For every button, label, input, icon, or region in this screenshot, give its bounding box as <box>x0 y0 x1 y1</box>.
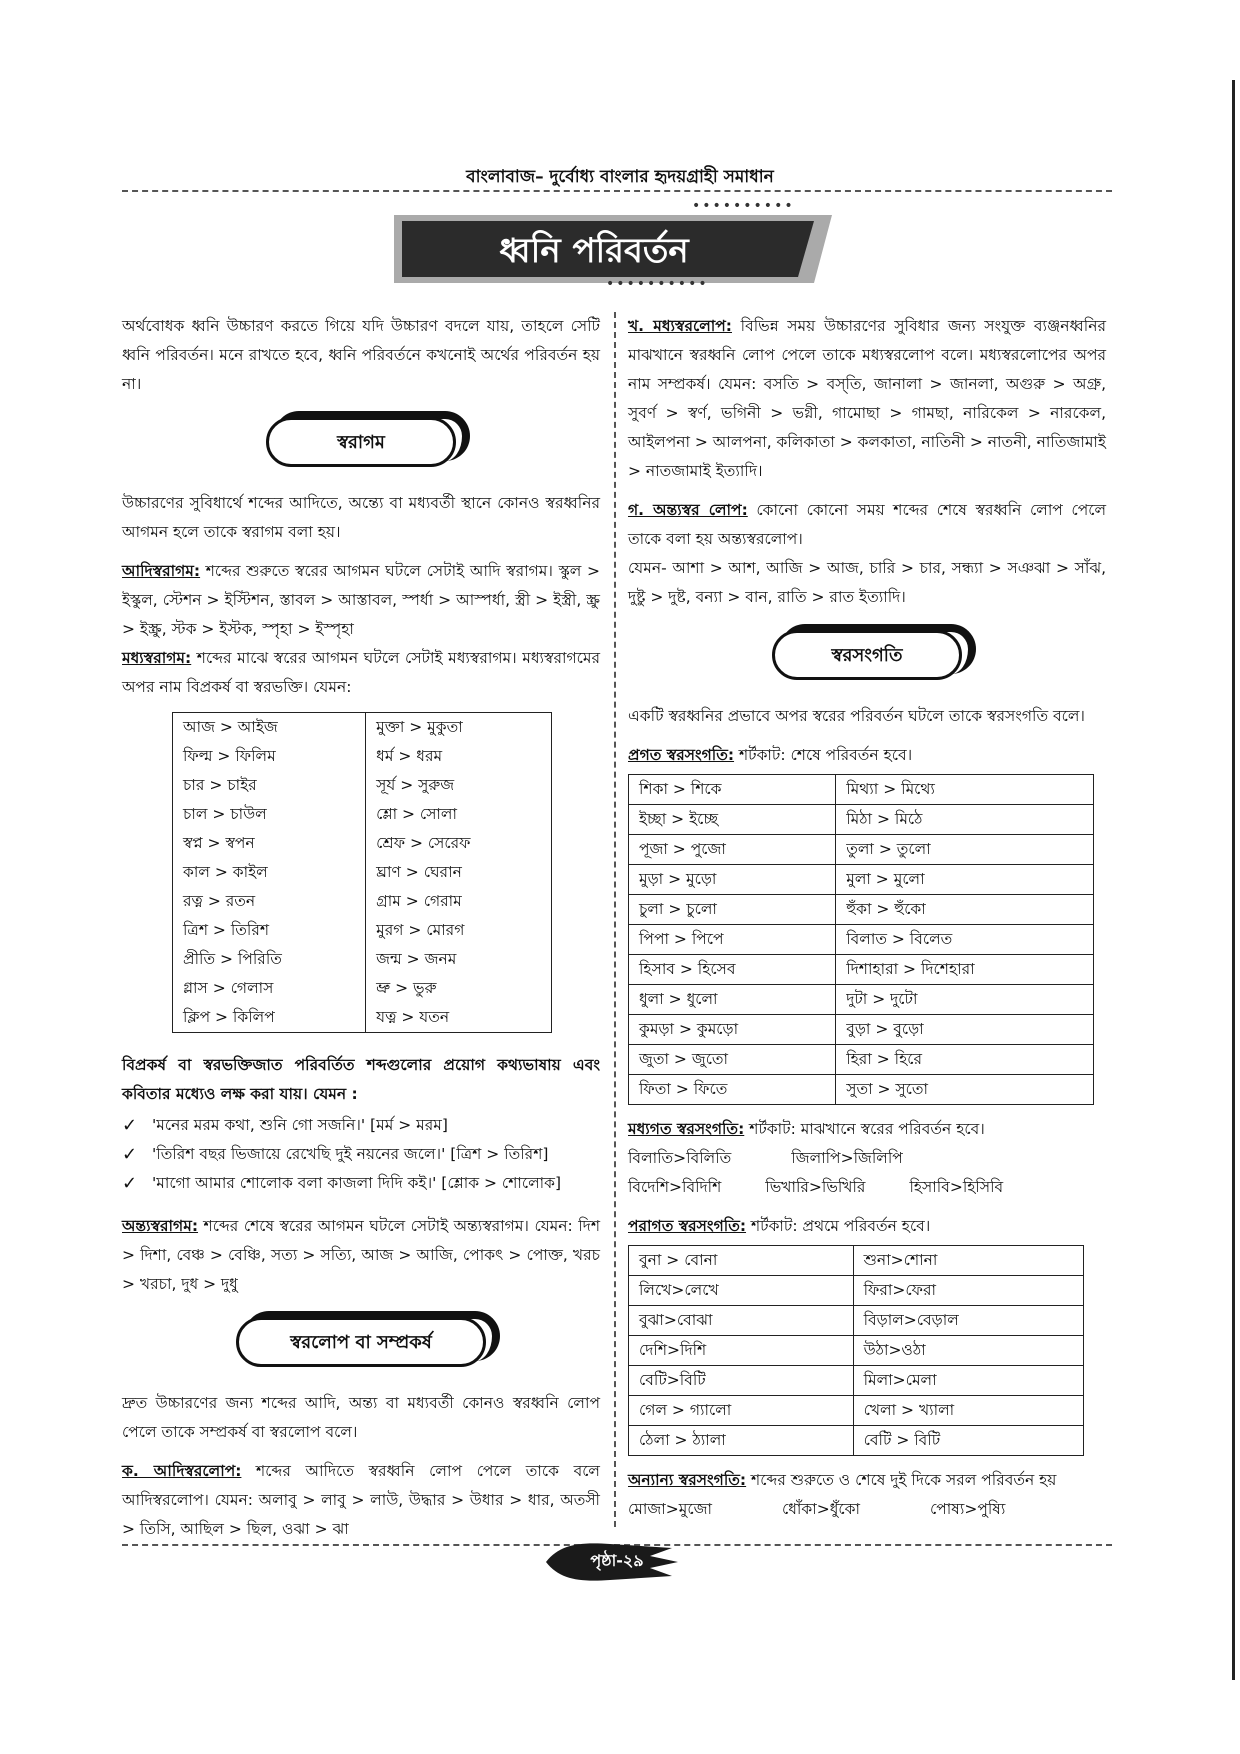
anyanya-sangati <box>628 1466 1106 1495</box>
madhyagata-label: মধ্যগত স্বরসংগতি: <box>628 1120 745 1138</box>
banner-dots-bottom: •••••••••• <box>606 276 709 292</box>
antya-swaralop-text: কোনো কোনো সময় শব্দের শেষে স্বরধ্বনি লোপ পেলে তাকে বলা হয় অন্ত্যস্বরলোপ। <box>628 501 1107 548</box>
antya-swaragam-label: অন্ত্যস্বরাগম: <box>122 1217 199 1235</box>
pragata-table-row <box>629 775 1094 805</box>
chapter-title: ধ্বনি পরিবর্তন <box>499 231 689 271</box>
pragata-table-cell: দিশাহারা > দিশেহারা <box>836 955 1094 985</box>
madhya-table-cell: যত্ন > যতন <box>376 1008 450 1026</box>
pragata-table-row <box>629 955 1094 985</box>
madhya-table-row <box>173 829 552 858</box>
madhya-table-row <box>173 858 552 887</box>
paragata-table-cell: বিড়াল>বেড়াল <box>853 1306 1083 1336</box>
paragata-table-cell: দেশি>দিশি <box>629 1336 854 1366</box>
pragata-table <box>628 774 1094 1105</box>
pragata-table-row <box>629 1075 1094 1105</box>
pragata-table-row <box>629 865 1094 895</box>
paragata-sangati <box>628 1212 1106 1241</box>
example-item <box>122 1140 600 1169</box>
pragata-table-cell: হিরা > হিরে <box>836 1045 1094 1075</box>
example-item <box>122 1111 600 1140</box>
pragata-table-cell: মুড়া > মুড়ো <box>629 865 836 895</box>
header-rule <box>122 190 1112 192</box>
swaragam-definition: উচ্চারণের সুবিধার্থে শব্দের আদিতে, অন্ত্যে বা মধ্যবর্তী স্থানে কোনও স্বরধ্বনির আগমন হলে তাকে স্বরাগম বলা হয়। <box>122 494 600 541</box>
paragata-table-cell: খেলা > খ্যালা <box>853 1396 1083 1426</box>
adi-swaragam-label: আদিস্বরাগম: <box>122 562 201 580</box>
pragata-table-cell: পিপা > পিপে <box>629 925 836 955</box>
madhya-table-cell: ধর্ম > ধরম <box>376 747 443 765</box>
biprakarsha-note: বিপ্রকর্ষ বা স্বরভক্তিজাত পরিবর্তিত শব্দগুলোর প্রয়োগ কথ্যভাষায় এবং কবিতার মধ্যেও লক্ষ করা যায়। যেমন : <box>122 1056 600 1103</box>
paragata-table-cell: উঠা>ওঠা <box>853 1336 1083 1366</box>
pragata-table-cell: ইচ্ছা > ইচ্ছে <box>629 805 836 835</box>
antya-swaralop <box>628 496 1106 554</box>
madhya-table-cell: ক্লিপ > কিলিপ <box>173 1003 366 1033</box>
paragata-table-cell: বেটি>বিটি <box>629 1366 854 1396</box>
madhya-table-row <box>173 974 552 1003</box>
madhya-table-cell: আজ > আইজ <box>173 713 366 743</box>
pragata-table-cell: শিকা > শিকে <box>629 775 836 805</box>
madhya-table-cell: গ্লাস > গেলাস <box>173 974 366 1003</box>
madhya-table-cell: শ্লো > সোলা <box>376 805 457 823</box>
antya-swaragam-text: শব্দের শেষে স্বরের আগমন ঘটলে সেটাই অন্ত্যস্বরাগম। যেমন: দিশ > দিশা, বেঞ্চ > বেঞ্চি, সত্য > সত্যি, আজ > আজি, পোকৎ > পোক্ত, খরচ > খরচা, দুধ > দুধু <box>122 1217 600 1293</box>
pragata-table-row <box>629 1015 1094 1045</box>
running-header: বাংলাবাজ– দুর্বোধ্য বাংলার হৃদয়গ্রাহী সমাধান <box>466 167 774 187</box>
paragata-label: পরাগত স্বরসংগতি: <box>628 1217 747 1235</box>
madhyagata-word: ভিখারি>ভিখিরি <box>765 1178 866 1196</box>
pragata-table-cell: দুটা > দুটো <box>836 985 1094 1015</box>
pragata-table-row <box>629 925 1094 955</box>
madhyagata-word: বিদেশি>বিদিশি <box>628 1178 722 1196</box>
madhya-table-row <box>173 800 552 829</box>
anyanya-row <box>628 1495 1106 1524</box>
paragata-table-row <box>629 1396 1084 1426</box>
example-item <box>122 1169 600 1198</box>
paragata-table-cell: বেটি > বিটি <box>853 1426 1083 1456</box>
paragata-table-cell: বুনা > বোনা <box>629 1246 854 1276</box>
adi-swaragam <box>122 557 600 644</box>
madhya-table-cell: ত্রিশ > তিরিশ <box>173 916 366 945</box>
paragata-table-cell: শুনা>শোনা <box>853 1246 1083 1276</box>
madhya-table-cell: ফিল্ম > ফিলিম <box>173 742 366 771</box>
antya-swaragam <box>122 1212 600 1299</box>
paragata-table-row <box>629 1426 1084 1456</box>
paragata-table <box>628 1245 1084 1456</box>
anyanya-word: মোজা>মুজো <box>628 1500 712 1518</box>
anyanya-word: ধোঁকা>ধুঁকো <box>781 1500 860 1518</box>
column-divider <box>614 312 616 1527</box>
paragata-table-row <box>629 1306 1084 1336</box>
adi-swaralop-label: ক. আদিস্বরলোপ: <box>122 1462 242 1480</box>
madhya-swaragam-label: মধ্যস্বরাগম: <box>122 649 192 667</box>
pragata-table-cell: মুলা > মুলো <box>836 865 1094 895</box>
madhya-swaralop <box>628 312 1106 486</box>
madhya-table-row <box>173 713 552 743</box>
madhya-table-cell: চাল > চাউল <box>173 800 366 829</box>
heading-swaralop-label: স্বরলোপ বা সম্প্রকর্ষ <box>290 1331 432 1353</box>
checkmark-icon: ✓ <box>122 1144 138 1165</box>
paragata-text: শর্টকাট: প্রথমে পরিবর্তন হবে। <box>746 1217 931 1235</box>
pragata-sangati <box>628 741 1106 770</box>
madhya-table-cell: মুক্তা > মুকুতা <box>376 718 463 736</box>
example-text: 'মনের মরম কথা, শুনি গো সজনি।' [মর্ম > মরম] <box>152 1116 448 1134</box>
pragata-table-cell: বিলাত > বিলেত <box>836 925 1094 955</box>
madhya-table-row <box>173 1003 552 1033</box>
pragata-table-cell: জুতা > জুতো <box>629 1045 836 1075</box>
madhya-table-cell: গ্রাম > গেরাম <box>376 892 462 910</box>
sangati-definition: একটি স্বরধ্বনির প্রভাবে অপর স্বরের পরিবর্তন ঘটলে তাকে স্বরসংগতি বলে। <box>628 707 1085 725</box>
heading-swaralop <box>236 1317 486 1367</box>
madhya-table-cell: কাল > কাইল <box>173 858 366 887</box>
paragata-table-cell: বুঝা>বোঝা <box>629 1306 854 1336</box>
paragata-table-cell: ফিরা>ফেরা <box>853 1276 1083 1306</box>
madhya-table-cell: প্রীতি > পিরিতি <box>173 945 366 974</box>
anyanya-label: অন্যান্য স্বরসংগতি: <box>628 1471 747 1489</box>
paragata-table-row <box>629 1336 1084 1366</box>
pragata-table-row <box>629 1045 1094 1075</box>
example-text: 'তিরিশ বছর ভিজায়ে রেখেছি দুই নয়নের জলে।' [ত্রিশ > তিরিশ] <box>152 1145 549 1163</box>
pragata-table-cell: পূজা > পুজো <box>629 835 836 865</box>
heading-sangati-label: স্বরসংগতি <box>831 644 903 666</box>
paragata-table-cell: মিলা>মেলা <box>853 1366 1083 1396</box>
madhyagata-word: বিলাতি>বিলিতি <box>628 1149 732 1167</box>
madhya-table-cell: ভ্রু > ভুরু <box>376 979 437 997</box>
pragata-table-cell: বুড়া > বুড়ো <box>836 1015 1094 1045</box>
pragata-label: প্রগত স্বরসংগতি: <box>628 746 735 764</box>
pragata-table-cell: কুমড়া > কুমড়ো <box>629 1015 836 1045</box>
pragata-table-cell: সুতা > সুতো <box>836 1075 1094 1105</box>
pragata-table-cell: হিসাব > হিসেব <box>629 955 836 985</box>
madhya-swaragam-text: শব্দের মাঝে স্বরের আগমন ঘটলে সেটাই মধ্যস্বরাগম। মধ্যস্বরাগমের অপর নাম বিপ্রকর্ষ বা স্বরভক্তি। যেমন: <box>122 649 600 696</box>
paragata-table-row <box>629 1366 1084 1396</box>
examples-list <box>122 1111 600 1198</box>
adi-swaralop <box>122 1457 600 1544</box>
checkmark-icon: ✓ <box>122 1173 138 1194</box>
antya-swaralop-examples: যেমন- আশা > আশ, আজি > আজ, চারি > চার, সন্ধ্যা > সঞঝা > সাঁঝ, দুষ্টু > দুষ্ট, বন্যা > বান, রাতি > রাত ইত্যাদি। <box>628 559 1106 606</box>
heading-sangati <box>772 630 962 680</box>
intro-paragraph: অর্থবোধক ধ্বনি উচ্চারণ করতে গিয়ে যদি উচ্চারণ বদলে যায়, তাহলে সেটি ধ্বনি পরিবর্তন। মনে রাখতে হবে, ধ্বনি পরিবর্তনে কখনোই অর্থের পরিবর্তন হয় না। <box>122 317 600 393</box>
adi-swaralop-text: শব্দের আদিতে স্বরধ্বনি লোপ পেলে তাকে বলে আদিস্বরলোপ। যেমন: অলাবু > লাবু > লাউ, উদ্ধার > উধার > ধার, অতসী > তিসি, আছিল > ছিল, ওঝা > ঝা <box>122 1462 600 1538</box>
madhya-table-cell: মুরগ > মোরগ <box>376 921 465 939</box>
anyanya-text: শব্দের শুরুতে ও শেষে দুই দিকে সরল পরিবর্তন হয় <box>746 1471 1057 1489</box>
madhya-table-row <box>173 771 552 800</box>
madhya-table-cell: চার > চাইর <box>173 771 366 800</box>
antya-swaralop-label: গ. অন্ত্যস্বর লোপ: <box>628 501 748 519</box>
anyanya-word: পোষ্য>পুষ্যি <box>930 1500 1006 1518</box>
paragata-table-row <box>629 1246 1084 1276</box>
swaralop-definition: দ্রুত উচ্চারণের জন্য শব্দের আদি, অন্ত্য বা মধ্যবর্তী কোনও স্বরধ্বনি লোপ পেলে তাকে সম্প্রকর্ষ বা স্বরলোপ বলে। <box>122 1394 600 1441</box>
pragata-table-row <box>629 835 1094 865</box>
madhya-table-row <box>173 887 552 916</box>
madhya-swaralop-text: বিভিন্ন সময় উচ্চারণের সুবিধার জন্য সংযুক্ত ব্যঞ্জনধ্বনির মাঝখানে স্বরধ্বনি লোপ পেলে তাকে মধ্যস্বরলোপ বলে। মধ্যস্বরলোপের অপর নাম সম্প্রকর্ষ। যেমন: বসতি > বস্‌তি, জানালা > জানলা, অগুরু > অগ্রু, সুবর্ণ > স্বর্ণ, ভগিনী > ভগ্নী, গামোছা > গামছা, নারিকেল > নারকেল, আইলপনা > আলপনা, কলিকাতা > কলকাতা, নাতিনী > নাতনী, নাতিজামাই > নাতজামাই ইত্যাদি। <box>628 317 1106 480</box>
adi-swaragam-text: শব্দের শুরুতে স্বরের আগমন ঘটলে সেটাই আদি স্বরাগম। স্কুল > ইস্কুল, স্টেশন > ইস্টিশন, স্তাবল > আস্তাবল, স্পর্ধা > আস্পর্ধা, স্ত্রী > ইস্ত্রী, স্ক্রু > ইস্ক্রু, স্টক > ইস্টক, স্পৃহা > ইস্পৃহা <box>122 562 600 638</box>
madhyagata-word: জিলাপি>জিলিপি <box>791 1149 903 1167</box>
madhyagata-word: হিসাবি>হিসিবি <box>909 1178 1004 1196</box>
checkmark-icon: ✓ <box>122 1115 138 1136</box>
madhya-table-row <box>173 742 552 771</box>
page-edge-rule <box>1232 80 1235 1680</box>
madhya-table-cell: রত্ন > রতন <box>173 887 366 916</box>
pragata-table-cell: চুলা > চুলো <box>629 895 836 925</box>
madhya-table-cell: সূর্য > সুরুজ <box>376 776 455 794</box>
heading-swaragam <box>266 417 456 467</box>
pragata-table-cell: ধুলা > ধুলো <box>629 985 836 1015</box>
madhya-table-cell: ঘ্রাণ > ঘেরান <box>376 863 462 881</box>
paragata-table-cell: লিখে>লেখে <box>629 1276 854 1306</box>
madhyagata-sangati <box>628 1115 1106 1144</box>
paragata-table-row <box>629 1276 1084 1306</box>
pragata-table-cell: মিঠা > মিঠে <box>836 805 1094 835</box>
pragata-table-row <box>629 805 1094 835</box>
banner-dots-top: •••••••••• <box>692 198 795 214</box>
pragata-table-cell: ফিতা > ফিতে <box>629 1075 836 1105</box>
pragata-table-cell: হুঁকা > হুঁকো <box>836 895 1094 925</box>
example-text: 'মাগো আমার শোলোক বলা কাজলা দিদি কই।' [শ্লোক > শোলোক] <box>152 1174 562 1192</box>
madhya-table-cell: স্বপ্ন > স্বপন <box>173 829 366 858</box>
madhya-table-cell: শ্রেফ > সেরেফ <box>376 834 471 852</box>
madhyagata-text: শর্টকাট: মাঝখানে স্বরের পরিবর্তন হবে। <box>744 1120 985 1138</box>
madhya-table-cell: জন্ম > জনম <box>376 950 457 968</box>
heading-swaragam-label: স্বরাগম <box>337 431 385 453</box>
page-number: পৃষ্ঠা-২৯ <box>590 1551 644 1570</box>
left-column <box>122 312 600 1554</box>
madhya-swaralop-label: খ. মধ্যস্বরলোপ: <box>628 317 732 335</box>
madhyagata-row-1 <box>628 1144 1106 1173</box>
madhya-table-row <box>173 916 552 945</box>
madhya-swaragam <box>122 644 600 702</box>
pragata-table-cell: তুলা > তুলো <box>836 835 1094 865</box>
paragata-table-cell: গেল > গ্যালো <box>629 1396 854 1426</box>
pragata-text: শর্টকাট: শেষে পরিবর্তন হবে। <box>734 746 913 764</box>
pragata-table-cell: মিথ্যা > মিথ্যে <box>836 775 1094 805</box>
pragata-table-row <box>629 895 1094 925</box>
madhyagata-row-2 <box>628 1173 1106 1202</box>
pragata-table-row <box>629 985 1094 1015</box>
madhya-swaragam-table <box>172 712 552 1033</box>
right-column <box>628 312 1106 1524</box>
madhya-table-row <box>173 945 552 974</box>
paragata-table-cell: ঠেলা > ঠ্যালা <box>629 1426 854 1456</box>
